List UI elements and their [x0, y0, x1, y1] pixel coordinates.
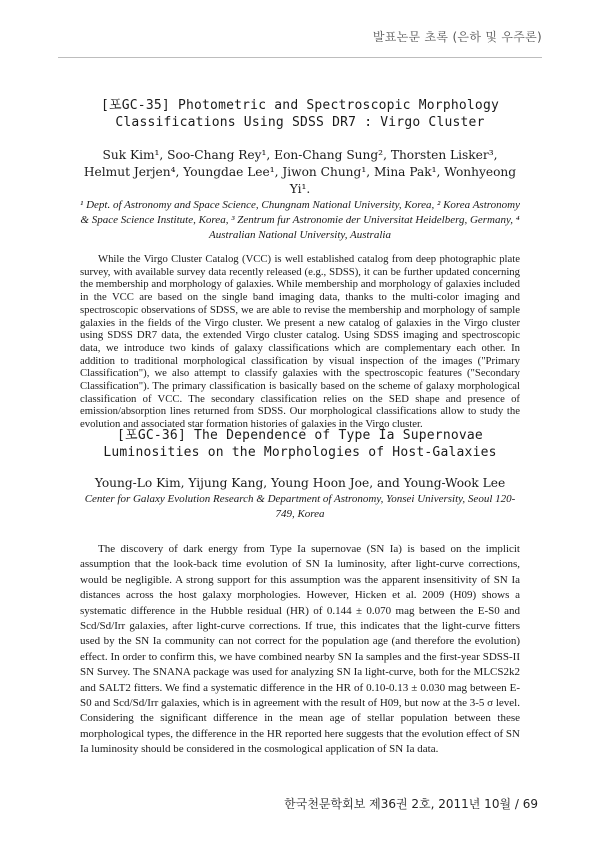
abstract-body: While the Virgo Cluster Catalog (VCC) is well established catalog from deep photographic plate survey, with available survey data recently released (e.g., SDSS), it can be further updated concerning the membership and morphology of galaxies. While membership and morphology of galaxies included in the VCC are based on the single band imaging data, thanks to the multi-color imaging and spectroscopic observations of SDSS, we are able to revise the membership and morphology of sample galaxies in the fields of the Virgo cluster. We present a new catalog of galaxies in the Virgo cluster using SDSS DR7 data, the extended Virgo cluster catalog. Using SDSS imaging and spectroscopic data, we introduce two kinds of galaxy classifications which are complementary each other. In addition to traditional morphological classification by visual inspection of the images ("Primary Classification"), we also attempt to classify galaxies with the spectroscopic features ("Secondary Classification"). The primary classification is basically based on the scheme of galaxy morphological classification of VCC. The secondary classification relies on the SED shape and presence of emission/absorption lines returned from SDSS. Our morphological classifications allow to study the evolution and associated star formation histories of galaxies in the Virgo cluster.	[80, 253, 520, 431]
affiliations: Center for Galaxy Evolution Research & Department of Astronomy, Yonsei University, Seoul 120-749, Korea	[84, 493, 516, 520]
header-divider	[58, 57, 542, 58]
author-list: Young-Lo Kim, Yijung Kang, Young Hoon Joe, and Young-Wook Lee	[94, 476, 506, 490]
abstract-gc36	[80, 427, 520, 758]
page-footer: 한국천문학회보 제36권 2호, 2011년 10월 / 69	[284, 797, 538, 811]
running-header: 발표논문 초록 (은하 및 우주론)	[372, 30, 542, 44]
affiliations: ¹ Dept. of Astronomy and Space Science, Chungnam National University, Korea, ² Korea Astronomy & Space Science Institute, Korea, ³ Zentrum fur Astronomie der Universitat Heidelberg, Germany, ⁴ Australian National University, Australia	[80, 199, 520, 241]
abstract-gc35	[80, 97, 520, 431]
abstract-title: [포GC-35] Photometric and Spectroscopic Morphology Classifications Using SDSS DR7 : Virgo Cluster	[100, 98, 500, 130]
author-list: Suk Kim¹, Soo-Chang Rey¹, Eon-Chang Sung², Thorsten Lisker³, Helmut Jerjen⁴, Youngdae Lee¹, Jiwon Chung¹, Mina Pak¹, Wonhyeong Yi¹.	[83, 148, 517, 196]
abstract-title: [포GC-36] The Dependence of Type Ia Supernovae Luminosities on the Morphologies of Host-Galaxies	[103, 428, 497, 460]
abstract-body: The discovery of dark energy from Type Ia supernovae (SN Ia) is based on the implicit assumption that the look-back time evolution of SN Ia luminosity, after light-curve corrections, would be negligible. A strong support for this assumption was the apparent insensitivity of SN Ia distances across the host galaxy morphologies. However, Hicken et al. 2009 (H09) shows a systematic difference in the Hubble residual (HR) of 0.144 ± 0.070 mag between the E-S0 and Scd/Sd/Irr galaxies, after light-curve corrections. If true, this indicates that the light-curve fitters used by the SN Ia community can not correct for the population age (and therefore the evolution) effect. In order to confirm this, we have combined nearby SN Ia samples and the first-year SDSS-II SN Survey. The SNANA package was used for analyzing SN Ia light-curve, both for the MLCS2k2 and SALT2 fitters. We find a systematic difference in the HR of 0.10-0.13 ± 0.030 mag between E-S0 and Scd/Sd/Irr galaxies, which is in agreement with the result of H09, but now at the 3-5 σ level. Considering the significant difference in the mean age of stellar population between these morphological types, the difference in the HR reported here suggests that the evolution effect of SN Ia luminosity should be considered in the cosmological application of SN Ia data.	[80, 543, 520, 756]
